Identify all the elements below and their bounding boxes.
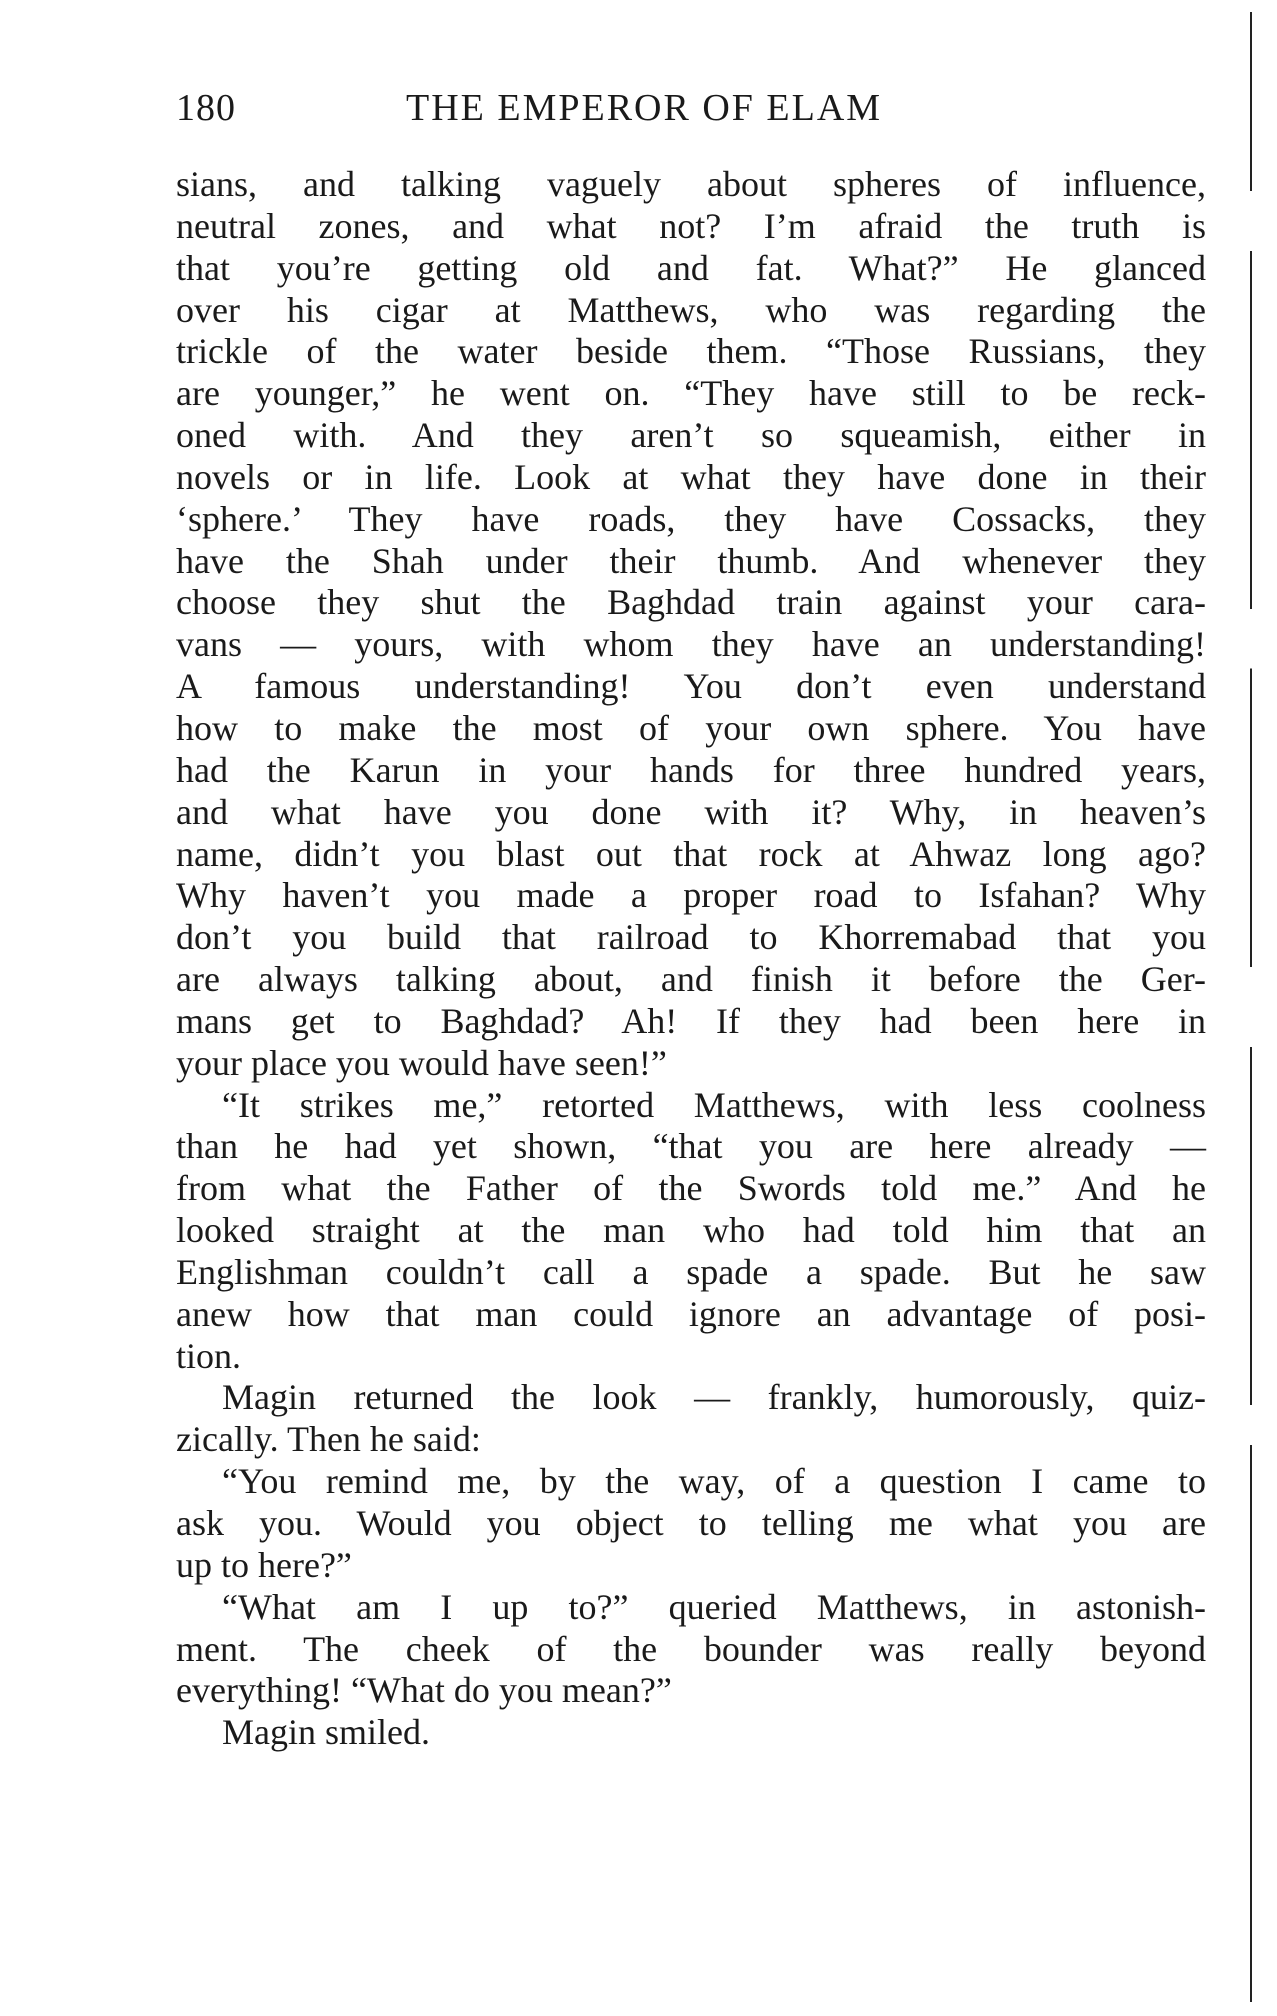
text-line: and what have you done with it? Why, in heaven’s — [176, 791, 1206, 832]
text-line: tion. — [176, 1335, 242, 1376]
text-line: ment. The cheek of the bounder was really beyond — [176, 1628, 1206, 1669]
text-line: anew how that man could ignore an advantage of posi- — [176, 1293, 1206, 1334]
text-line: that you’re getting old and fat. What?” He glanced — [176, 247, 1206, 288]
text-line: everything! “What do you mean?” — [176, 1670, 672, 1711]
page-header — [176, 86, 996, 130]
text-line: “What am I up to?” queried Matthews, in astonish- — [222, 1586, 1206, 1627]
text-line: Englishman couldn’t call a spade a spade. But he saw — [176, 1251, 1206, 1292]
text-line: how to make the most of your own sphere. You have — [176, 707, 1206, 748]
text-line: Magin smiled. — [222, 1712, 430, 1753]
text-line: don’t you build that railroad to Khorremabad that you — [176, 917, 1206, 958]
text-line: than he had yet shown, “that you are here already — — [176, 1126, 1206, 1167]
text-line: ‘sphere.’ They have roads, they have Cossacks, they — [176, 498, 1206, 539]
text-line: Magin returned the look — frankly, humorously, quiz- — [222, 1377, 1206, 1418]
text-line: “You remind me, by the way, of a question I came to — [222, 1461, 1206, 1502]
text-line: sians, and talking vaguely about spheres of influence, — [176, 164, 1206, 204]
text-line: vans — yours, with whom they have an understanding! — [176, 624, 1206, 665]
body-text — [176, 164, 1206, 1754]
scan-margin-rule — [1250, 12, 1252, 2002]
text-line: oned with. And they aren’t so squeamish, either in — [176, 415, 1206, 456]
text-line: are younger,” he went on. “They have still to be reck- — [176, 373, 1206, 414]
text-line: are always talking about, and finish it before the Ger- — [176, 959, 1206, 1000]
text-line: over his cigar at Matthews, who was regarding the — [176, 289, 1206, 330]
text-line: had the Karun in your hands for three hundred years, — [176, 749, 1206, 790]
text-line: ask you. Would you object to telling me what you are — [176, 1503, 1206, 1543]
text-line: Why haven’t you made a proper road to Isfahan? Why — [176, 875, 1206, 916]
running-title: THE EMPEROR OF ELAM — [406, 87, 883, 129]
page-number: 180 — [176, 87, 236, 129]
text-line: neutral zones, and what not? I’m afraid the truth is — [176, 205, 1206, 246]
text-line: from what the Father of the Swords told me.” And he — [176, 1168, 1206, 1209]
text-line: up to here?” — [176, 1544, 352, 1585]
text-line: have the Shah under their thumb. And whenever they — [176, 540, 1206, 581]
text-line: your place you would have seen!” — [176, 1042, 667, 1083]
text-line: novels or in life. Look at what they have done in their — [176, 456, 1206, 497]
text-line: “It strikes me,” retorted Matthews, with less coolness — [222, 1084, 1206, 1125]
text-line: trickle of the water beside them. “Those Russians, they — [176, 331, 1206, 372]
text-line: zically. Then he said: — [176, 1419, 481, 1460]
text-line: name, didn’t you blast out that rock at Ahwaz long ago? — [176, 833, 1206, 874]
text-line: choose they shut the Baghdad train against your cara- — [176, 582, 1206, 623]
text-line: looked straight at the man who had told him that an — [176, 1210, 1206, 1251]
text-line: mans get to Baghdad? Ah! If they had been here in — [176, 1000, 1206, 1041]
text-line: A famous understanding! You don’t even understand — [176, 666, 1206, 707]
